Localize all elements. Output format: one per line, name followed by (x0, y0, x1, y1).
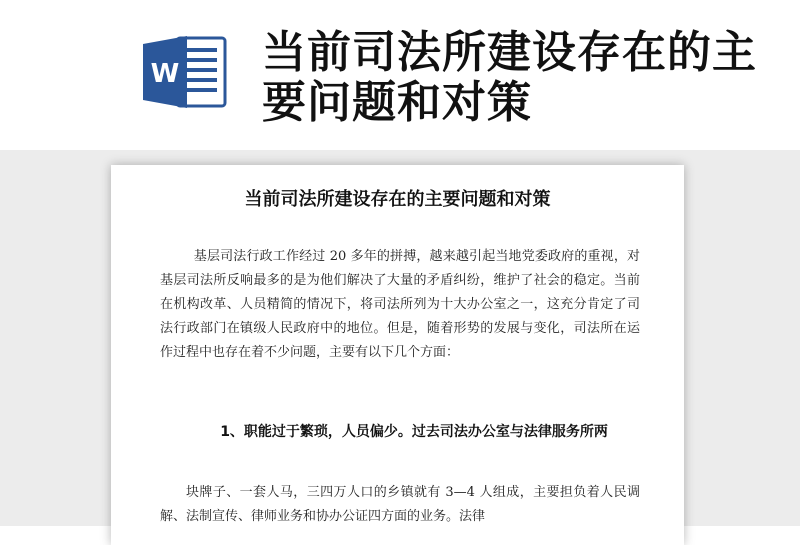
word-logo-letter: W (150, 59, 180, 89)
section-heading-1: 1、职能过于繁琐，人员偏少。过去司法办公室与法律服务所两 (220, 424, 608, 440)
paragraph-1: 基层司法行政工作经过 20 多年的拼搏，越来越引起当地党委政府的重视，对基层司法所反响最多的是为他们解决了大量的矛盾纠纷，维护了社会的稳定。当前在机构改革、人员精简的情况下，将司法所列为十大办公室之一，这充分肯定了司法行政部门在镇级人民政府中的地位。但是，随着形势的发展与变化，司法所在运作过程中也存在着不少问题，主要有以下几个方面： (160, 249, 640, 360)
paragraph-2: 块牌子、一套人马，三四万人口的乡镇就有 3—4 人组成，主要担负着人民调解、法制宣传、律师业务和协办公证四方面的业务。法律 (160, 485, 640, 524)
word-document-icon (141, 34, 227, 110)
banner (0, 0, 800, 150)
document-body (160, 245, 640, 365)
document-page (111, 165, 684, 545)
document-title: 当前司法所建设存在的主要问题和对策 (244, 189, 551, 210)
banner-title: 当前司法所建设存在的主要问题和对策 (262, 27, 757, 128)
